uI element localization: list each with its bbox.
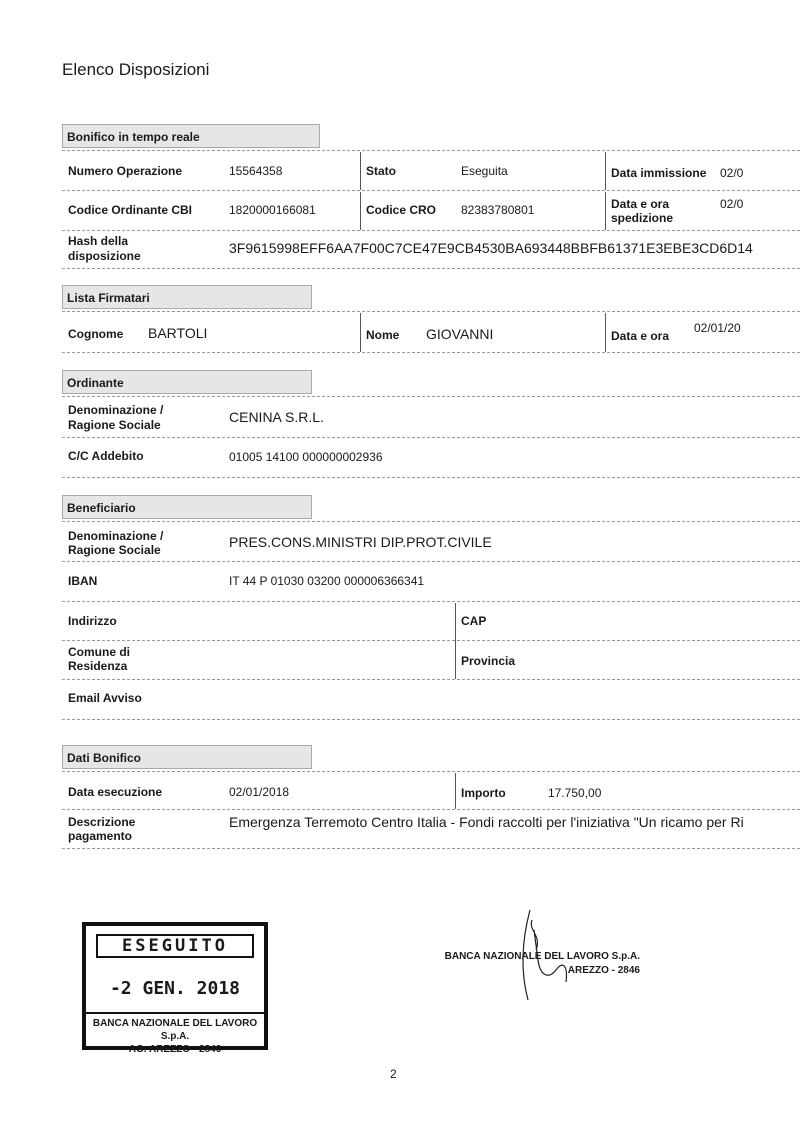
data-spedizione-label-line2: spedizione: [611, 211, 674, 225]
section-header-beneficiario: Beneficiario: [62, 495, 312, 519]
stato-value: Eseguita: [461, 164, 508, 178]
divider: [62, 561, 800, 562]
descrizione-label-line1: Descrizione: [68, 815, 136, 829]
data-immissione-value: 02/0: [720, 166, 744, 180]
signature-scribble: [508, 900, 598, 1020]
section-header-dati-bonifico: Dati Bonifico: [62, 745, 312, 769]
page-number: 2: [390, 1067, 397, 1081]
divider: [605, 152, 606, 190]
section-header-firmatari: Lista Firmatari: [62, 285, 312, 309]
ordinante-denominazione-value: CENINA S.R.L.: [229, 409, 324, 425]
eseguito-stamp: [82, 922, 268, 1055]
ordinante-denominazione-label-line2: Ragione Sociale: [68, 418, 161, 432]
bank-signature-branch: AREZZO - 2846: [567, 965, 640, 976]
divider: [605, 192, 606, 230]
section-header-bonifico: Bonifico in tempo reale: [62, 124, 320, 148]
cognome-value: BARTOLI: [148, 325, 208, 341]
divider: [360, 192, 361, 230]
divider: [360, 313, 361, 352]
beneficiario-denominazione-label-line1: Denominazione /: [68, 529, 164, 543]
codice-ordinante-label: Codice Ordinante CBI: [68, 203, 193, 217]
stamp-date: -2 GEN. 2018: [109, 978, 241, 999]
cap-label: CAP: [461, 614, 487, 628]
divider: [62, 679, 800, 680]
importo-value: 17.750,00: [548, 786, 602, 800]
numero-operazione-value: 15564358: [229, 164, 283, 178]
divider: [62, 719, 800, 720]
firma-data-label: Data e ora: [611, 329, 670, 343]
stamp-bank-name: BANCA NAZIONALE DEL LAVORO S.p.A.: [92, 1018, 258, 1042]
section-header-ordinante: Ordinante: [62, 370, 312, 394]
divider: [86, 1012, 264, 1014]
divider: [62, 311, 800, 312]
iban-label: IBAN: [68, 574, 98, 588]
stato-label: Stato: [366, 164, 396, 178]
divider: [605, 313, 606, 352]
descrizione-label-line2: pagamento: [68, 829, 133, 843]
divider: [455, 603, 456, 679]
email-avviso-label: Email Avviso: [68, 691, 142, 705]
firma-data-value: 02/01/20: [694, 321, 741, 335]
divider: [62, 848, 800, 849]
descrizione-value: Emergenza Terremoto Centro Italia - Fondi raccolti per l'iniziativa "Un ricamo per Ri: [229, 814, 744, 830]
divider: [360, 152, 361, 190]
divider: [62, 150, 800, 151]
data-spedizione-value: 02/0: [720, 197, 744, 211]
importo-label: Importo: [461, 786, 506, 800]
page-title: Elenco Disposizioni: [62, 60, 210, 79]
stamp-bank-block: [86, 1017, 264, 1056]
divider: [62, 521, 800, 522]
numero-operazione-label: Numero Operazione: [68, 164, 183, 178]
cognome-label: Cognome: [68, 327, 124, 341]
nome-label: Nome: [366, 328, 400, 342]
iban-value: IT 44 P 01030 03200 000006366341: [229, 574, 425, 588]
cc-addebito-value: 01005 14100 000000002936: [229, 450, 383, 464]
codice-cro-label: Codice CRO: [366, 203, 437, 217]
divider: [62, 601, 800, 602]
codice-ordinante-value: 1820000166081: [229, 203, 316, 217]
hash-label-line1: Hash della: [68, 234, 129, 248]
stamp-title: ESEGUITO: [96, 934, 254, 958]
divider: [455, 773, 456, 809]
data-esecuzione-value: 02/01/2018: [229, 785, 290, 799]
ordinante-denominazione-label-line1: Denominazione /: [68, 403, 164, 417]
cc-addebito-label: C/C Addebito: [68, 449, 144, 463]
divider: [62, 771, 800, 772]
divider: [62, 809, 800, 810]
comune-label-line1: Comune di: [68, 645, 130, 659]
divider: [62, 190, 800, 191]
provincia-label: Provincia: [461, 654, 516, 668]
divider: [62, 230, 800, 231]
divider: [62, 396, 800, 397]
data-immissione-label: Data immissione: [611, 166, 707, 180]
data-esecuzione-label: Data esecuzione: [68, 785, 163, 799]
divider: [62, 268, 800, 269]
stamp-bank-branch: AG. AREZZO - 2846: [128, 1044, 222, 1055]
comune-label-line2: Residenza: [68, 659, 128, 673]
divider: [62, 640, 800, 641]
hash-value: 3F9615998EFF6AA7F00C7CE47E9CB4530BA693448BBFB61371E3EBE3CD6D14: [229, 240, 753, 256]
indirizzo-label: Indirizzo: [68, 614, 117, 628]
data-spedizione-label-line1: Data e ora: [611, 197, 670, 211]
divider: [62, 352, 800, 353]
hash-label-line2: disposizione: [68, 249, 141, 263]
beneficiario-denominazione-label-line2: Ragione Sociale: [68, 543, 161, 557]
divider: [62, 437, 800, 438]
divider: [62, 477, 800, 478]
nome-value: GIOVANNI: [426, 326, 494, 342]
bank-signature-name: BANCA NAZIONALE DEL LAVORO S.p.A.: [444, 951, 640, 962]
codice-cro-value: 82383780801: [461, 203, 535, 217]
beneficiario-denominazione-value: PRES.CONS.MINISTRI DIP.PROT.CIVILE: [229, 534, 492, 550]
